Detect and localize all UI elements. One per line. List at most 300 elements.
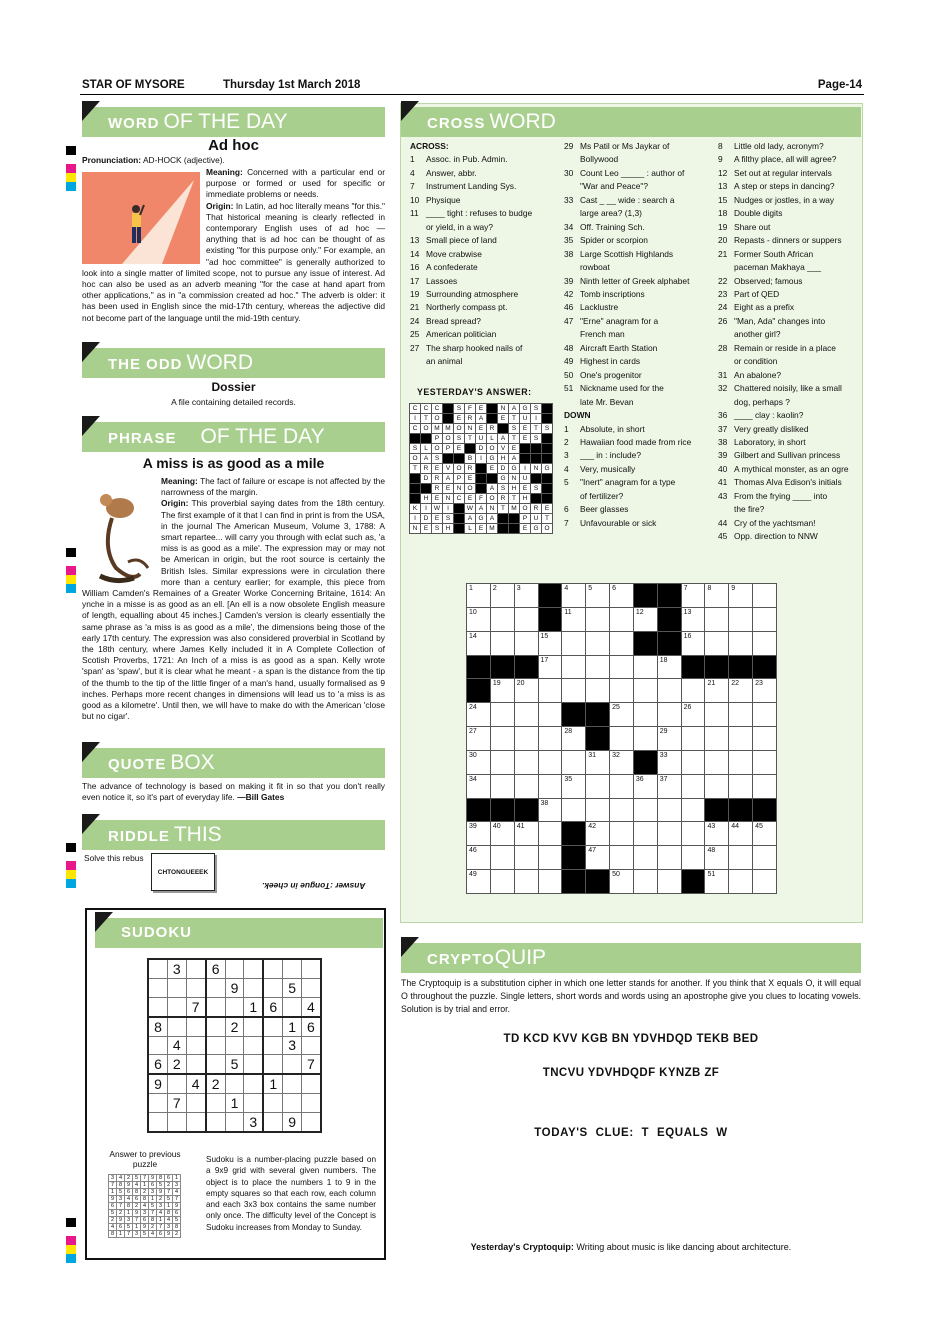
sudoku-cell[interactable]: 9 <box>225 978 244 997</box>
clue-text: Northerly compass pt. <box>426 302 508 313</box>
prev-sudoku-cell: 2 <box>157 1196 165 1203</box>
crossword-cell[interactable] <box>562 655 586 679</box>
crossword-cell[interactable] <box>705 774 729 798</box>
crossword-cell[interactable] <box>633 846 657 870</box>
crossword-cell[interactable] <box>514 631 538 655</box>
sudoku-cell[interactable] <box>148 997 168 1016</box>
crossword-cell[interactable] <box>610 703 634 727</box>
answer-letter: N <box>410 524 421 534</box>
sudoku-cell[interactable] <box>263 1017 283 1036</box>
sudoku-cell[interactable] <box>186 959 206 978</box>
crossword-cell[interactable] <box>633 727 657 751</box>
crossword-cell[interactable] <box>538 655 562 679</box>
clue-text: Physique <box>426 194 461 205</box>
crossword-cell[interactable] <box>490 846 514 870</box>
answer-letter: H <box>421 494 432 504</box>
sudoku-cell[interactable] <box>244 1074 264 1093</box>
answer-black <box>410 484 421 494</box>
sudoku-cell[interactable] <box>244 1094 264 1113</box>
crossword-cell[interactable] <box>753 750 777 774</box>
crossword-cell[interactable] <box>514 727 538 751</box>
crossword-cell[interactable] <box>753 607 777 631</box>
crossword-cell[interactable] <box>633 822 657 846</box>
crossword-cell[interactable] <box>705 607 729 631</box>
crossword-cell[interactable] <box>705 750 729 774</box>
crossword-cell[interactable] <box>657 703 681 727</box>
crossword-cell[interactable] <box>490 607 514 631</box>
crossword-cell[interactable] <box>467 703 491 727</box>
sudoku-cell[interactable] <box>263 978 283 997</box>
crossword-cell[interactable] <box>562 750 586 774</box>
crossword-cell[interactable] <box>490 727 514 751</box>
sudoku-cell[interactable]: 1 <box>225 1094 244 1113</box>
crossword-cell[interactable] <box>514 703 538 727</box>
crossword-cell[interactable] <box>705 822 729 846</box>
crossword-cell[interactable] <box>562 679 586 703</box>
crossword-cell[interactable] <box>490 679 514 703</box>
sudoku-cell[interactable] <box>168 997 187 1016</box>
sudoku-cell[interactable] <box>301 978 321 997</box>
sudoku-cell[interactable]: 6 <box>206 959 226 978</box>
crossword-cell[interactable] <box>681 750 705 774</box>
sudoku-cell[interactable]: 4 <box>168 1036 187 1055</box>
answer-letter: E <box>432 494 443 504</box>
clue-item <box>410 153 532 166</box>
crossword-cell[interactable] <box>657 750 681 774</box>
clue-item <box>718 517 849 530</box>
crossword-cell[interactable] <box>562 774 586 798</box>
crossword-cell[interactable] <box>633 607 657 631</box>
crossword-down-col3 <box>718 140 849 544</box>
sudoku-cell[interactable] <box>283 1074 302 1093</box>
answer-black <box>465 444 476 454</box>
sudoku-cell[interactable] <box>186 1113 206 1132</box>
sudoku-cell[interactable] <box>148 1113 168 1132</box>
sudoku-cell[interactable]: 9 <box>148 1074 168 1093</box>
sudoku-cell[interactable] <box>244 1036 264 1055</box>
clue-text: an animal <box>426 356 463 367</box>
clue-item <box>564 221 691 234</box>
sudoku-cell[interactable] <box>206 1113 226 1132</box>
crossword-cell[interactable] <box>657 822 681 846</box>
crossword-cell[interactable] <box>586 822 610 846</box>
crossword-cell[interactable] <box>467 584 491 608</box>
black-square <box>657 631 681 655</box>
sudoku-band: SUDOKU <box>95 918 383 948</box>
crossword-cell[interactable] <box>753 870 777 894</box>
crossword-cell[interactable] <box>681 798 705 822</box>
clue-number: 4 <box>410 167 415 178</box>
clue-number: 19 <box>718 221 728 232</box>
crossword-cell[interactable] <box>729 607 753 631</box>
crossword-cell[interactable] <box>633 679 657 703</box>
sudoku-cell[interactable] <box>168 1017 187 1036</box>
sudoku-cell[interactable]: 4 <box>186 1074 206 1093</box>
crossword-cell[interactable] <box>705 703 729 727</box>
crossword-cell[interactable] <box>610 679 634 703</box>
crossword-cell[interactable] <box>490 631 514 655</box>
crossword-cell[interactable] <box>729 774 753 798</box>
answer-letter: V <box>443 464 454 474</box>
crossword-cell[interactable] <box>610 727 634 751</box>
answer-letter: E <box>520 484 531 494</box>
crossword-cell[interactable] <box>657 798 681 822</box>
odd-word-band: THE ODD WORD <box>82 348 385 378</box>
clue-item <box>410 207 532 220</box>
sudoku-cell[interactable] <box>283 959 302 978</box>
crossword-cell[interactable] <box>705 846 729 870</box>
crossword-cell[interactable] <box>514 870 538 894</box>
crossword-cell[interactable] <box>729 870 753 894</box>
sudoku-cell[interactable]: 8 <box>148 1017 168 1036</box>
clue-number: 19 <box>410 288 420 299</box>
crossword-cell[interactable] <box>610 584 634 608</box>
crossword-cell[interactable] <box>610 631 634 655</box>
answer-letter: E <box>487 464 498 474</box>
crossword-cell[interactable] <box>753 774 777 798</box>
sudoku-cell[interactable] <box>206 1055 226 1074</box>
crossword-cell[interactable] <box>538 750 562 774</box>
crossword-cell[interactable] <box>562 727 586 751</box>
sudoku-cell[interactable] <box>206 1036 226 1055</box>
crossword-cell[interactable] <box>705 679 729 703</box>
sudoku-cell[interactable] <box>148 1036 168 1055</box>
clue-number: 11 <box>410 208 419 219</box>
sudoku-cell[interactable] <box>283 1094 302 1113</box>
clue-item <box>718 328 849 341</box>
sudoku-cell[interactable] <box>244 978 264 997</box>
cell-number: 51 <box>707 871 716 879</box>
crossword-cell[interactable] <box>538 703 562 727</box>
answer-letter: D <box>498 464 509 474</box>
sudoku-cell[interactable]: 7 <box>186 997 206 1016</box>
crossword-cell[interactable] <box>753 631 777 655</box>
crossword-cell[interactable] <box>729 631 753 655</box>
sudoku-cell[interactable]: 6 <box>263 997 283 1016</box>
crossword-cell[interactable] <box>538 798 562 822</box>
sudoku-grid[interactable] <box>147 958 322 1133</box>
crossword-cell[interactable] <box>729 822 753 846</box>
crossword-cell[interactable] <box>729 750 753 774</box>
crossword-cell[interactable] <box>490 584 514 608</box>
sudoku-cell[interactable] <box>186 1036 206 1055</box>
crossword-cell[interactable] <box>753 703 777 727</box>
crossword-cell[interactable] <box>538 727 562 751</box>
black-square <box>538 607 562 631</box>
crossword-cell[interactable] <box>729 703 753 727</box>
sudoku-cell[interactable]: 4 <box>301 997 321 1016</box>
crossword-cell[interactable] <box>729 727 753 751</box>
crossword-cell[interactable] <box>729 679 753 703</box>
crossword-cell[interactable] <box>538 870 562 894</box>
prev-sudoku-cell: 1 <box>149 1196 157 1203</box>
crossword-cell[interactable] <box>586 631 610 655</box>
crossword-cell[interactable] <box>514 846 538 870</box>
prev-sudoku-cell: 2 <box>125 1175 133 1182</box>
crossword-cell[interactable] <box>467 846 491 870</box>
crossword-cell[interactable] <box>610 822 634 846</box>
sudoku-cell[interactable] <box>301 959 321 978</box>
crossword-cell[interactable] <box>633 655 657 679</box>
sudoku-cell[interactable]: 1 <box>244 997 264 1016</box>
crossword-cell[interactable] <box>681 607 705 631</box>
answer-letter: T <box>465 434 476 444</box>
sudoku-cell[interactable] <box>186 1055 206 1074</box>
sudoku-cell[interactable] <box>148 1094 168 1113</box>
sudoku-cell[interactable] <box>301 1036 321 1055</box>
cell-number: 3 <box>516 585 521 592</box>
word-of-day-body: Meaning: Concerned with a particular end or purpose or formed or used for specific or immediate problems or needs. Origin: In Latin, ad hoc literally means "for this." That historical meaning is clearly reflected in contemporary English uses of ad hoc — anything that is ad hoc can be thought of as existing "for this purpose only." For example, an "ad hoc committee" is generally authorized to look into a single matter of limited scope, not to pursue any issue of interest. Ad hoc can also be used as an adverb meaning "for the case at hand apart from other applications," as in "a commission created ad hoc." The adverb is older: it has been used in English since the mid-17th century, whereas the adjective did not become part of the language until the mid-19th century. <box>82 167 385 323</box>
sudoku-cell[interactable] <box>244 1055 264 1074</box>
sudoku-cell[interactable] <box>263 1055 283 1074</box>
sudoku-cell[interactable]: 2 <box>168 1055 187 1074</box>
crossword-cell[interactable] <box>753 584 777 608</box>
crossword-cell[interactable] <box>705 870 729 894</box>
sudoku-cell[interactable] <box>283 1055 302 1074</box>
crossword-cell[interactable] <box>586 798 610 822</box>
sudoku-cell[interactable] <box>301 1113 321 1132</box>
sudoku-cell[interactable] <box>148 978 168 997</box>
sudoku-cell[interactable] <box>225 959 244 978</box>
sudoku-cell[interactable] <box>283 997 302 1016</box>
sudoku-cell[interactable]: 3 <box>244 1113 264 1132</box>
sudoku-cell[interactable] <box>186 978 206 997</box>
answer-letter: F <box>476 494 487 504</box>
answer-letter: T <box>509 414 520 424</box>
sudoku-cell[interactable]: 2 <box>225 1017 244 1036</box>
crossword-cell[interactable] <box>467 822 491 846</box>
crossword-cell[interactable] <box>490 870 514 894</box>
answer-black <box>531 494 542 504</box>
clue-number: 38 <box>564 248 574 259</box>
answer-letter: E <box>454 444 465 454</box>
crossword-cell[interactable] <box>681 846 705 870</box>
clue-item <box>564 194 691 207</box>
crossword-cell[interactable] <box>586 655 610 679</box>
crossword-grid[interactable] <box>466 583 777 894</box>
crossword-cell[interactable] <box>467 750 491 774</box>
crossword-cell[interactable] <box>586 750 610 774</box>
clue-item <box>718 409 849 422</box>
clue-number: 13 <box>410 235 420 246</box>
crossword-cell[interactable] <box>753 846 777 870</box>
crossword-cell[interactable] <box>467 774 491 798</box>
crossword-cell[interactable] <box>729 846 753 870</box>
answer-letter: R <box>432 484 443 494</box>
crossword-cell[interactable] <box>490 703 514 727</box>
cell-number: 49 <box>469 871 477 879</box>
sudoku-cell[interactable] <box>206 1094 226 1113</box>
crossword-cell[interactable] <box>514 822 538 846</box>
prev-sudoku-cell: 5 <box>109 1210 117 1217</box>
sudoku-cell[interactable]: 2 <box>206 1074 226 1093</box>
answer-letter: G <box>542 464 553 474</box>
crossword-cell[interactable] <box>490 774 514 798</box>
crossword-cell[interactable] <box>633 798 657 822</box>
answer-letter: B <box>465 454 476 464</box>
crossword-cell[interactable] <box>681 631 705 655</box>
sudoku-cell[interactable]: 7 <box>301 1055 321 1074</box>
crossword-cell[interactable] <box>657 655 681 679</box>
sudoku-cell[interactable] <box>186 1094 206 1113</box>
crossword-cell[interactable] <box>657 846 681 870</box>
crossword-cell[interactable] <box>562 631 586 655</box>
sudoku-cell[interactable] <box>244 959 264 978</box>
answer-black <box>542 414 553 424</box>
clue-item <box>564 476 691 489</box>
sudoku-cell[interactable]: 6 <box>148 1055 168 1074</box>
crossword-cell[interactable] <box>562 607 586 631</box>
black-square <box>490 655 514 679</box>
prev-sudoku-cell: 4 <box>157 1210 165 1217</box>
answer-letter: W <box>465 504 476 514</box>
crossword-cell[interactable] <box>514 774 538 798</box>
crossword-cell[interactable] <box>586 774 610 798</box>
crossword-cell[interactable] <box>657 870 681 894</box>
crossword-cell[interactable] <box>467 727 491 751</box>
sudoku-cell[interactable]: 3 <box>168 959 187 978</box>
clue-item <box>718 194 849 207</box>
crossword-cell[interactable] <box>729 584 753 608</box>
crossword-cell[interactable] <box>633 774 657 798</box>
sudoku-cell[interactable] <box>206 997 226 1016</box>
crossword-cell[interactable] <box>514 679 538 703</box>
clue-item <box>718 275 849 288</box>
prev-sudoku-cell: 2 <box>133 1203 141 1210</box>
sudoku-cell[interactable] <box>263 1094 283 1113</box>
black-square <box>729 798 753 822</box>
sudoku-cell[interactable]: 3 <box>283 1036 302 1055</box>
crossword-cell[interactable] <box>610 774 634 798</box>
crossword-cell[interactable] <box>610 870 634 894</box>
crossword-cell[interactable] <box>490 822 514 846</box>
sudoku-cell[interactable] <box>263 1113 283 1132</box>
prev-sudoku-cell: 3 <box>117 1196 125 1203</box>
crossword-cell[interactable] <box>538 846 562 870</box>
crossword-cell[interactable] <box>610 655 634 679</box>
sudoku-cell[interactable] <box>263 959 283 978</box>
sudoku-cell[interactable] <box>301 1074 321 1093</box>
crossword-cell[interactable] <box>467 631 491 655</box>
crossword-cell[interactable] <box>514 750 538 774</box>
crossword-cell[interactable] <box>705 584 729 608</box>
crossword-cell[interactable] <box>538 822 562 846</box>
crossword-cell[interactable] <box>586 679 610 703</box>
crossword-cell[interactable] <box>681 703 705 727</box>
cell-number: 2 <box>492 585 497 592</box>
crossword-cell[interactable] <box>514 607 538 631</box>
crossword-cell[interactable] <box>681 774 705 798</box>
sudoku-cell[interactable] <box>168 978 187 997</box>
clue-item <box>564 275 691 288</box>
sudoku-cell[interactable] <box>225 997 244 1016</box>
crossword-cell[interactable] <box>610 750 634 774</box>
answer-letter: K <box>410 504 421 514</box>
answer-letter: I <box>421 504 432 514</box>
crossword-cell[interactable] <box>753 822 777 846</box>
sudoku-cell[interactable]: 1 <box>263 1074 283 1093</box>
crossword-cell[interactable] <box>657 679 681 703</box>
crossword-cell[interactable] <box>538 631 562 655</box>
crossword-cell[interactable] <box>681 584 705 608</box>
crossword-cell[interactable] <box>753 727 777 751</box>
clue-text: Hawaiian food made from rice <box>580 436 692 447</box>
sudoku-cell[interactable] <box>225 1074 244 1093</box>
crossword-cell[interactable] <box>633 703 657 727</box>
sudoku-cell[interactable] <box>168 1113 187 1132</box>
crossword-cell[interactable] <box>681 679 705 703</box>
sudoku-cell[interactable]: 5 <box>225 1055 244 1074</box>
sudoku-cell[interactable] <box>263 1036 283 1055</box>
crossword-cell[interactable] <box>490 750 514 774</box>
sudoku-cell[interactable] <box>148 959 168 978</box>
clue-item <box>564 140 691 153</box>
crossword-cell[interactable] <box>681 727 705 751</box>
crossword-cell[interactable] <box>681 822 705 846</box>
crossword-cell[interactable] <box>610 607 634 631</box>
clue-text: "War and Peace"? <box>580 181 649 192</box>
sudoku-cell[interactable]: 7 <box>168 1094 187 1113</box>
cell-number: 33 <box>659 751 668 759</box>
answer-letter: E <box>432 514 443 524</box>
clue-number: 16 <box>410 262 420 273</box>
crossword-cell[interactable] <box>538 774 562 798</box>
crossword-cell[interactable] <box>562 798 586 822</box>
crossword-cell[interactable] <box>562 584 586 608</box>
sudoku-cell[interactable] <box>301 1094 321 1113</box>
answer-letter: S <box>531 484 542 494</box>
crossword-cell[interactable] <box>467 870 491 894</box>
sudoku-cell[interactable] <box>206 1017 226 1036</box>
sudoku-cell[interactable] <box>225 1036 244 1055</box>
clue-number: 6 <box>564 504 569 515</box>
clue-text: large area? (1,3) <box>580 208 642 219</box>
crossword-cell[interactable] <box>705 631 729 655</box>
crossword-cell[interactable] <box>657 727 681 751</box>
sudoku-cell[interactable] <box>225 1113 244 1132</box>
sudoku-cell[interactable]: 9 <box>283 1113 302 1132</box>
crossword-cell[interactable] <box>514 584 538 608</box>
sudoku-cell[interactable] <box>206 978 226 997</box>
answer-letter: T <box>410 464 421 474</box>
answer-letter: N <box>498 404 509 414</box>
sudoku-cell[interactable] <box>186 1017 206 1036</box>
crossword-cell[interactable] <box>610 798 634 822</box>
crossword-cell[interactable] <box>586 607 610 631</box>
clue-text: Surrounding atmosphere <box>426 288 519 299</box>
crossword-cell[interactable] <box>633 870 657 894</box>
sudoku-cell[interactable]: 1 <box>283 1017 302 1036</box>
crossword-cell[interactable] <box>753 679 777 703</box>
crossword-cell[interactable] <box>610 846 634 870</box>
crossword-cell[interactable] <box>586 846 610 870</box>
sudoku-cell[interactable]: 6 <box>301 1017 321 1036</box>
prev-sudoku-cell: 5 <box>117 1189 125 1196</box>
sudoku-cell[interactable] <box>244 1017 264 1036</box>
crossword-cell[interactable] <box>586 584 610 608</box>
sudoku-cell[interactable] <box>168 1074 187 1093</box>
clue-text: Opp. direction to NNW <box>734 531 818 542</box>
prev-sudoku-cell: 1 <box>165 1203 173 1210</box>
sudoku-cell[interactable]: 5 <box>283 978 302 997</box>
black-square <box>586 727 610 751</box>
clue-number: 21 <box>410 302 420 313</box>
crossword-cell[interactable] <box>705 727 729 751</box>
crossword-cell[interactable] <box>467 607 491 631</box>
crossword-cell[interactable] <box>657 774 681 798</box>
quote-band: QUOTE BOX <box>82 748 385 778</box>
crossword-cell[interactable] <box>538 679 562 703</box>
